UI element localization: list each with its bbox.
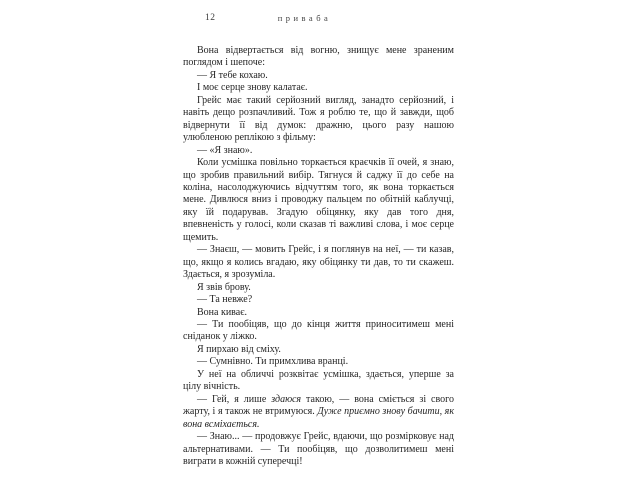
text-segment: Вона відвертається від вогню, знищує мене зраненим поглядом і шепоче: bbox=[183, 45, 454, 69]
page-header bbox=[183, 13, 454, 27]
paragraph bbox=[183, 294, 454, 306]
text-segment: — Ти пообіцяв, що до кінця життя приноситимеш мені сніданок у ліжко. bbox=[183, 318, 454, 343]
text-segment: У неї на обличчі розквітає усмішка, здається, уперше за цілу вічність. bbox=[183, 368, 454, 393]
paragraph bbox=[183, 244, 454, 281]
text-segment: І моє серце знову калатає. bbox=[197, 82, 308, 94]
running-title: приваба bbox=[277, 13, 332, 23]
text-segment: — «Я знаю». bbox=[197, 144, 253, 156]
paragraph bbox=[183, 82, 454, 94]
text-segment: — Сумнівно. Ти примхлива вранці. bbox=[197, 356, 349, 368]
text-segment: такою, — вона сміється зі свого жарту, і я також не втримуюся. bbox=[183, 393, 454, 418]
text-segment: — Гей, я лише bbox=[197, 393, 272, 405]
text-segment: Вона киває. bbox=[197, 306, 247, 318]
paragraph bbox=[183, 394, 454, 431]
paragraph bbox=[183, 356, 454, 368]
paragraph bbox=[183, 45, 454, 70]
paragraph bbox=[183, 70, 454, 82]
text-segment: — Знаєш, — мовить Грейс, і я поглянув на неї, — ти казав, що, якщо я колись вгадаю, яку обіцянку ти дав, то ти скажеш. Здається, я зрозуміла. bbox=[183, 244, 454, 281]
text-segment: — Я тебе кохаю. bbox=[197, 69, 268, 81]
italic-text-segment: здаюся bbox=[271, 393, 302, 405]
italic-text-segment: Дуже приємно знову бачити, як вона всміхається. bbox=[183, 406, 454, 430]
paragraph bbox=[183, 369, 454, 394]
paragraph bbox=[183, 319, 454, 344]
page-number: 12 bbox=[205, 13, 216, 23]
paragraph bbox=[183, 431, 454, 468]
text-segment: Коли усмішка повільно торкається краєчків її очей, я знаю, що зробив правильний вибір. Тягнуся й саджу її до себе на коліна, насолоджуючись відчуттям того, як вона торкається мене. Дивлюся вниз і проводжу пальцем по обітній каблучці, яку їй подарував. Згадую обіцянку, яку дав того дня, впевненість у голосі, коли сказав ті важливі слова, і моє серце щемить. bbox=[183, 157, 454, 243]
paragraph bbox=[183, 307, 454, 319]
paragraph bbox=[183, 282, 454, 294]
text-segment: — Та невже? bbox=[197, 294, 253, 306]
paragraph bbox=[183, 344, 454, 356]
text-segment: Я звів брову. bbox=[197, 281, 251, 293]
text-segment: Я пирхаю від сміху. bbox=[197, 343, 281, 355]
paragraph bbox=[183, 157, 454, 244]
text-segment: — Знаю... — продовжує Грейс, вдаючи, що розмірковує над альтернативами. — Ти пообіцяв, що дозволитимеш мені виграти в кожній суперечці! bbox=[183, 431, 454, 467]
page-body bbox=[183, 45, 454, 468]
text-segment: Грейс має такий серйозний вигляд, занадто серйозний, і навіть дещо розпачливий. Тож я роблю те, що й завжди, щоб відвернути її від думок: дражню, цього разу нашою улюбленою реплікою з фільму: bbox=[183, 94, 454, 144]
paragraph bbox=[183, 145, 454, 157]
paragraph bbox=[183, 95, 454, 145]
